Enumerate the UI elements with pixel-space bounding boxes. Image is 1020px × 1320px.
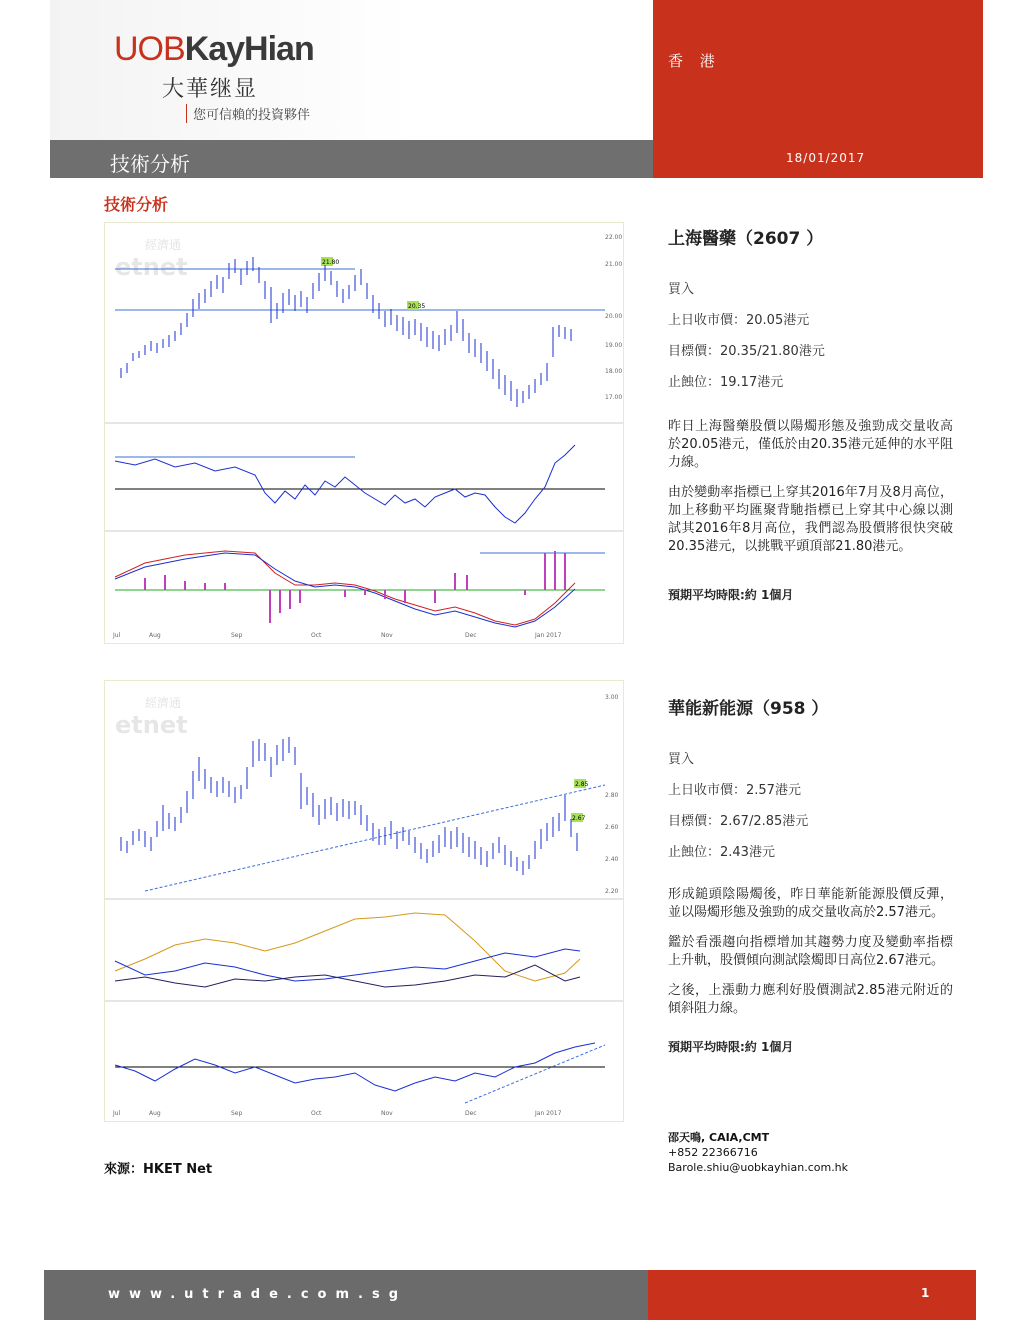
recommendation: 買入 xyxy=(668,752,695,767)
recommendation: 買入 xyxy=(668,282,695,297)
chart2-ytick: 2.80 xyxy=(605,792,619,799)
page-number: 1 xyxy=(921,1286,930,1300)
chart1-xtick: Oct xyxy=(311,632,322,639)
chart1-xtick: Jul xyxy=(113,632,121,639)
target-price: 目標價：20.35/21.80港元 xyxy=(668,344,825,359)
stock-chart-958 xyxy=(104,680,624,1122)
chart2-xtick: Nov xyxy=(381,1110,393,1117)
chart1-xtick: Dec xyxy=(465,632,477,639)
chart1-xtick: Jan 2017 xyxy=(535,632,562,639)
chart1-watermark-cn: 經濟通 xyxy=(145,238,182,252)
analyst-email[interactable]: Barole.shiu@uobkayhian.com.hk xyxy=(668,1161,849,1174)
chart1-xtick: Nov xyxy=(381,632,393,639)
chart1-xtick: Aug xyxy=(149,632,161,639)
chart1-ytick: 22.00 xyxy=(605,234,623,241)
chart1-ytick: 21.00 xyxy=(605,261,623,268)
chart2-watermark-cn: 經濟通 xyxy=(145,696,182,710)
analysis-paragraph: 鑑於看漲趨向指標增加其趨勢力度及變動率指標上升軌，股價傾向測試陰燭即日高位2.67港元。 xyxy=(668,935,953,968)
report-date: 18/01/2017 xyxy=(786,151,866,165)
analysis-paragraph: 之後，上漲動力應利好股價測試2.85港元附近的傾斜阻力線。 xyxy=(668,983,953,1016)
stop-loss: 止蝕位：2.43港元 xyxy=(668,845,775,860)
last-close-price: 上日收市價：2.57港元 xyxy=(668,783,801,798)
logo-uob-text: UOB xyxy=(114,30,185,68)
section-title: 技術分析 xyxy=(104,195,169,214)
chart1-xtick: Sep xyxy=(231,632,243,639)
source-note: 來源：HKET Net xyxy=(104,1162,213,1177)
chart2-ytick: 3.00 xyxy=(605,694,619,701)
chart2-xtick: Jul xyxy=(113,1110,121,1117)
logo-chinese-name: 大華继显 xyxy=(162,77,259,102)
chart2-xtick: Aug xyxy=(149,1110,161,1117)
chart2-ytick: 2.20 xyxy=(605,888,619,895)
analysis-paragraph: 昨日上海醫藥股價以陽燭形態及強勁成交量收高於20.05港元，僅低於由20.35港元延伸的水平阻力線。 xyxy=(668,419,953,470)
report-type-title: 技術分析 xyxy=(110,152,190,176)
chart1-ytick: 17.00 xyxy=(605,394,623,401)
chart1-ytick: 20.00 xyxy=(605,313,623,320)
last-close-price: 上日收市價：20.05港元 xyxy=(668,313,810,328)
stock-name: 華能新能源（958 ） xyxy=(668,699,829,719)
chart2-xtick: Jan 2017 xyxy=(535,1110,562,1117)
logo-tagline: 您可信賴的投資夥伴 xyxy=(186,104,310,123)
analyst-contact xyxy=(668,1130,848,1175)
region-label: 香 港 xyxy=(668,52,721,70)
chart2-ytick: 2.60 xyxy=(605,824,619,831)
target-price: 目標價：2.67/2.85港元 xyxy=(668,814,809,829)
chart2-label-267: 2.67 xyxy=(572,815,586,822)
chart1-watermark-en: etnet xyxy=(115,253,188,281)
logo-kayhian-text: KayHian xyxy=(184,30,314,68)
chart2-watermark-en: etnet xyxy=(115,711,188,739)
chart2-xtick: Sep xyxy=(231,1110,243,1117)
chart1-ytick: 18.00 xyxy=(605,368,623,375)
stock-card-2607 xyxy=(668,224,953,603)
chart2-xtick: Dec xyxy=(465,1110,477,1117)
footer-website-link[interactable]: www.utrade.com.sg xyxy=(108,1287,408,1302)
stock-chart-2607 xyxy=(104,222,624,644)
analyst-phone: +852 22366716 xyxy=(668,1146,758,1159)
stop-loss: 止蝕位：19.17港元 xyxy=(668,375,784,390)
chart2-ytick: 2.40 xyxy=(605,856,619,863)
expected-horizon: 預期平均時限:約 1個月 xyxy=(668,1040,794,1054)
chart1-label-2180: 21.80 xyxy=(322,259,340,266)
company-logo xyxy=(114,30,314,69)
analyst-name: 邵天鳴, CAIA,CMT xyxy=(668,1131,770,1144)
analysis-paragraph: 形成鎚頭陰陽燭後，昨日華能新能源股價反彈，並以陽燭形態及強勁的成交量收高於2.57港元。 xyxy=(668,887,953,920)
stock-name: 上海醫藥（2607 ） xyxy=(668,229,824,249)
chart1-label-2035: 20.35 xyxy=(408,303,426,310)
chart1-ytick: 19.00 xyxy=(605,342,623,349)
stock-card-958 xyxy=(668,694,953,1055)
chart2-xtick: Oct xyxy=(311,1110,322,1117)
expected-horizon: 預期平均時限:約 1個月 xyxy=(668,588,794,602)
chart2-label-285: 2.85 xyxy=(575,781,589,788)
header-logo-area xyxy=(50,0,653,140)
analysis-paragraph: 由於變動率指標已上穿其2016年7月及8月高位，加上移動平均匯聚背馳指標已上穿其中心線以測試其2016年8月高位，我們認為股價將很快突破20.35港元，以挑戰平頭頂部21.80港元。 xyxy=(668,485,953,554)
